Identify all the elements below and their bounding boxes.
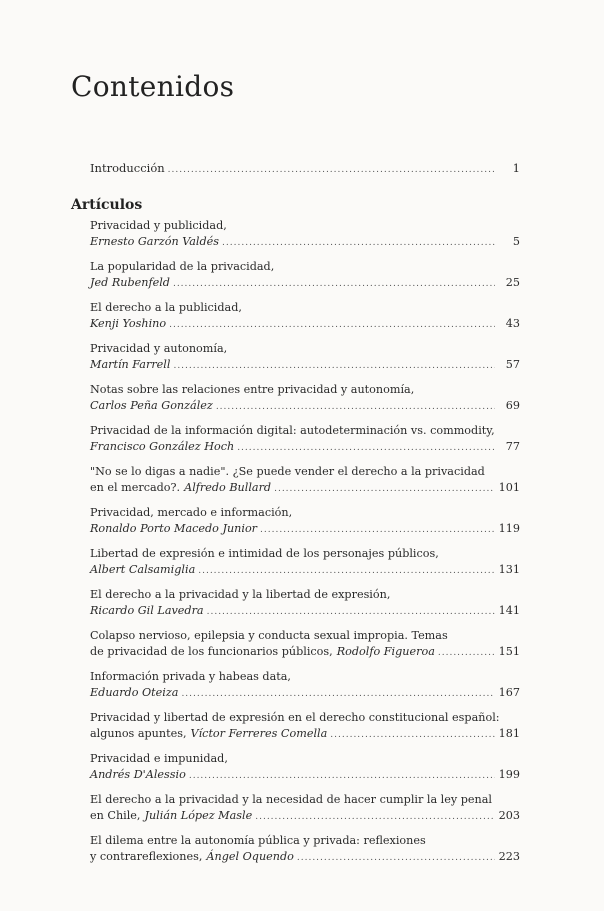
entry-author-line <box>90 398 520 415</box>
entry-title: El derecho a la publicidad, <box>90 301 242 314</box>
entry-author: Carlos Peña González <box>90 399 213 412</box>
leader-dots <box>438 645 495 661</box>
entry-author: Julián López Masle <box>144 809 253 822</box>
toc-entry <box>90 341 520 374</box>
entry-page: 25 <box>505 276 520 289</box>
entry-title: Privacidad y publicidad, <box>90 219 227 232</box>
entry-page: 199 <box>498 768 520 781</box>
entry-author: Eduardo Oteiza <box>90 686 179 699</box>
leader-dots <box>255 809 495 825</box>
entry-title: Libertad de expresión e intimidad de los personajes públicos, <box>90 547 439 560</box>
leader-dots <box>173 276 495 292</box>
entry-page: 43 <box>505 317 520 330</box>
entry-page: 69 <box>505 399 520 412</box>
entry-title-continued: de privacidad de los funcionarios públicos, <box>90 645 333 658</box>
entry-title-line <box>90 341 520 357</box>
entry-title: Privacidad y autonomía, <box>90 342 228 355</box>
entry-title: Privacidad y libertad de expresión en el derecho constitucional español: <box>90 711 500 724</box>
entry-author: Alfredo Bullard <box>184 481 272 494</box>
entry-title-line <box>90 423 520 439</box>
leader-dots <box>168 165 495 175</box>
leader-dots <box>216 399 495 415</box>
entry-author: Martín Farrell <box>90 358 171 371</box>
entry-author-line <box>90 439 520 456</box>
leader-dots <box>169 317 495 333</box>
entry-author: Ernesto Garzón Valdés <box>90 235 220 248</box>
entry-title: Notas sobre las relaciones entre privacidad y autonomía, <box>90 383 415 396</box>
toc-entry <box>90 792 520 825</box>
toc-entry <box>90 833 520 866</box>
entry-title-line <box>90 833 520 849</box>
entry-author-line <box>90 275 520 292</box>
leader-dots <box>173 358 495 374</box>
entry-page: 151 <box>498 645 520 658</box>
entry-author-line <box>90 726 520 743</box>
entry-title-line <box>90 587 520 603</box>
entry-title: "No se lo digas a nadie". ¿Se puede vender el derecho a la privacidad <box>90 465 485 478</box>
entry-author-line <box>90 603 520 620</box>
toc-entry <box>90 669 520 702</box>
entry-title: Información privada y habeas data, <box>90 670 291 683</box>
toc-entry <box>90 259 520 292</box>
entry-page: 119 <box>498 522 520 535</box>
entry-title: El derecho a la privacidad y la necesidad de hacer cumplir la ley penal <box>90 793 492 806</box>
entry-title-continued: algunos apuntes, <box>90 727 187 740</box>
entry-page: 131 <box>498 563 520 576</box>
entry-title-line <box>90 792 520 808</box>
page-title: Contenidos <box>71 70 235 103</box>
entry-author-line <box>90 357 520 374</box>
toc-entry <box>90 751 520 784</box>
entry-author-line <box>90 849 520 866</box>
entry-title: Privacidad de la información digital: autodeterminación vs. commodity, <box>90 424 495 437</box>
entry-title: El dilema entre la autonomía pública y privada: reflexiones <box>90 834 426 847</box>
entry-title-continued: y contrareflexiones, <box>90 850 203 863</box>
entry-author: Ronaldo Porto Macedo Junior <box>90 522 258 535</box>
entry-author-line <box>90 767 520 784</box>
entry-author: Francisco González Hoch <box>90 440 235 453</box>
leader-dots <box>207 604 495 620</box>
entry-page: 141 <box>498 604 520 617</box>
leader-dots <box>198 563 495 579</box>
entry-title-line <box>90 464 520 480</box>
entry-title-line <box>90 669 520 685</box>
entry-author: Ángel Oquendo <box>206 850 294 863</box>
entry-author: Albert Calsamiglia <box>90 563 196 576</box>
toc-entry <box>90 505 520 538</box>
leader-dots <box>274 481 495 497</box>
entry-page: 223 <box>498 850 520 863</box>
entry-page: 101 <box>498 481 520 494</box>
leader-dots <box>181 686 495 702</box>
entry-author-line <box>90 234 520 251</box>
entry-author: Rodolfo Figueroa <box>336 645 435 658</box>
entry-title: La popularidad de la privacidad, <box>90 260 275 273</box>
entry-page: 181 <box>498 727 520 740</box>
leader-dots <box>297 850 495 866</box>
entry-page: 167 <box>498 686 520 699</box>
leader-dots <box>237 440 495 456</box>
toc-introduction <box>90 161 520 175</box>
entry-title-line <box>90 382 520 398</box>
toc-entry <box>90 587 520 620</box>
entry-author-line <box>90 808 520 825</box>
entry-title: El derecho a la privacidad y la libertad de expresión, <box>90 588 391 601</box>
entry-title-continued: en Chile, <box>90 809 141 822</box>
entry-author: Andrés D'Alessio <box>90 768 186 781</box>
entry-title-line <box>90 259 520 275</box>
introduction-page: 1 <box>512 161 520 175</box>
entry-title-line <box>90 628 520 644</box>
leader-dots <box>189 768 495 784</box>
leader-dots <box>260 522 495 538</box>
section-heading: Artículos <box>71 197 143 213</box>
introduction-label: Introducción <box>90 161 165 175</box>
toc-list <box>90 218 520 874</box>
toc-entry <box>90 710 520 743</box>
entry-author: Jed Rubenfeld <box>90 276 170 289</box>
entry-author: Víctor Ferreres Comella <box>190 727 328 740</box>
leader-dots <box>222 235 495 251</box>
toc-entry <box>90 546 520 579</box>
toc-entry <box>90 218 520 251</box>
entry-author-line <box>90 480 520 497</box>
entry-title: Colapso nervioso, epilepsia y conducta sexual impropia. Temas <box>90 629 448 642</box>
entry-author: Ricardo Gil Lavedra <box>90 604 204 617</box>
entry-page: 5 <box>512 235 520 248</box>
entry-author-line <box>90 685 520 702</box>
leader-dots <box>330 727 495 743</box>
entry-author-line <box>90 562 520 579</box>
entry-page: 203 <box>498 809 520 822</box>
entry-title-line <box>90 751 520 767</box>
entry-page: 57 <box>505 358 520 371</box>
toc-entry <box>90 464 520 497</box>
entry-page: 77 <box>505 440 520 453</box>
entry-title-line <box>90 300 520 316</box>
toc-entry <box>90 300 520 333</box>
entry-title-continued: en el mercado?. <box>90 481 181 494</box>
entry-author-line <box>90 644 520 661</box>
entry-title: Privacidad e impunidad, <box>90 752 228 765</box>
toc-entry <box>90 628 520 661</box>
toc-entry <box>90 423 520 456</box>
entry-author-line <box>90 521 520 538</box>
entry-title: Privacidad, mercado e información, <box>90 506 293 519</box>
entry-author: Kenji Yoshino <box>90 317 167 330</box>
toc-entry <box>90 382 520 415</box>
entry-title-line <box>90 505 520 521</box>
entry-author-line <box>90 316 520 333</box>
entry-title-line <box>90 546 520 562</box>
entry-title-line <box>90 218 520 234</box>
entry-title-line <box>90 710 520 726</box>
